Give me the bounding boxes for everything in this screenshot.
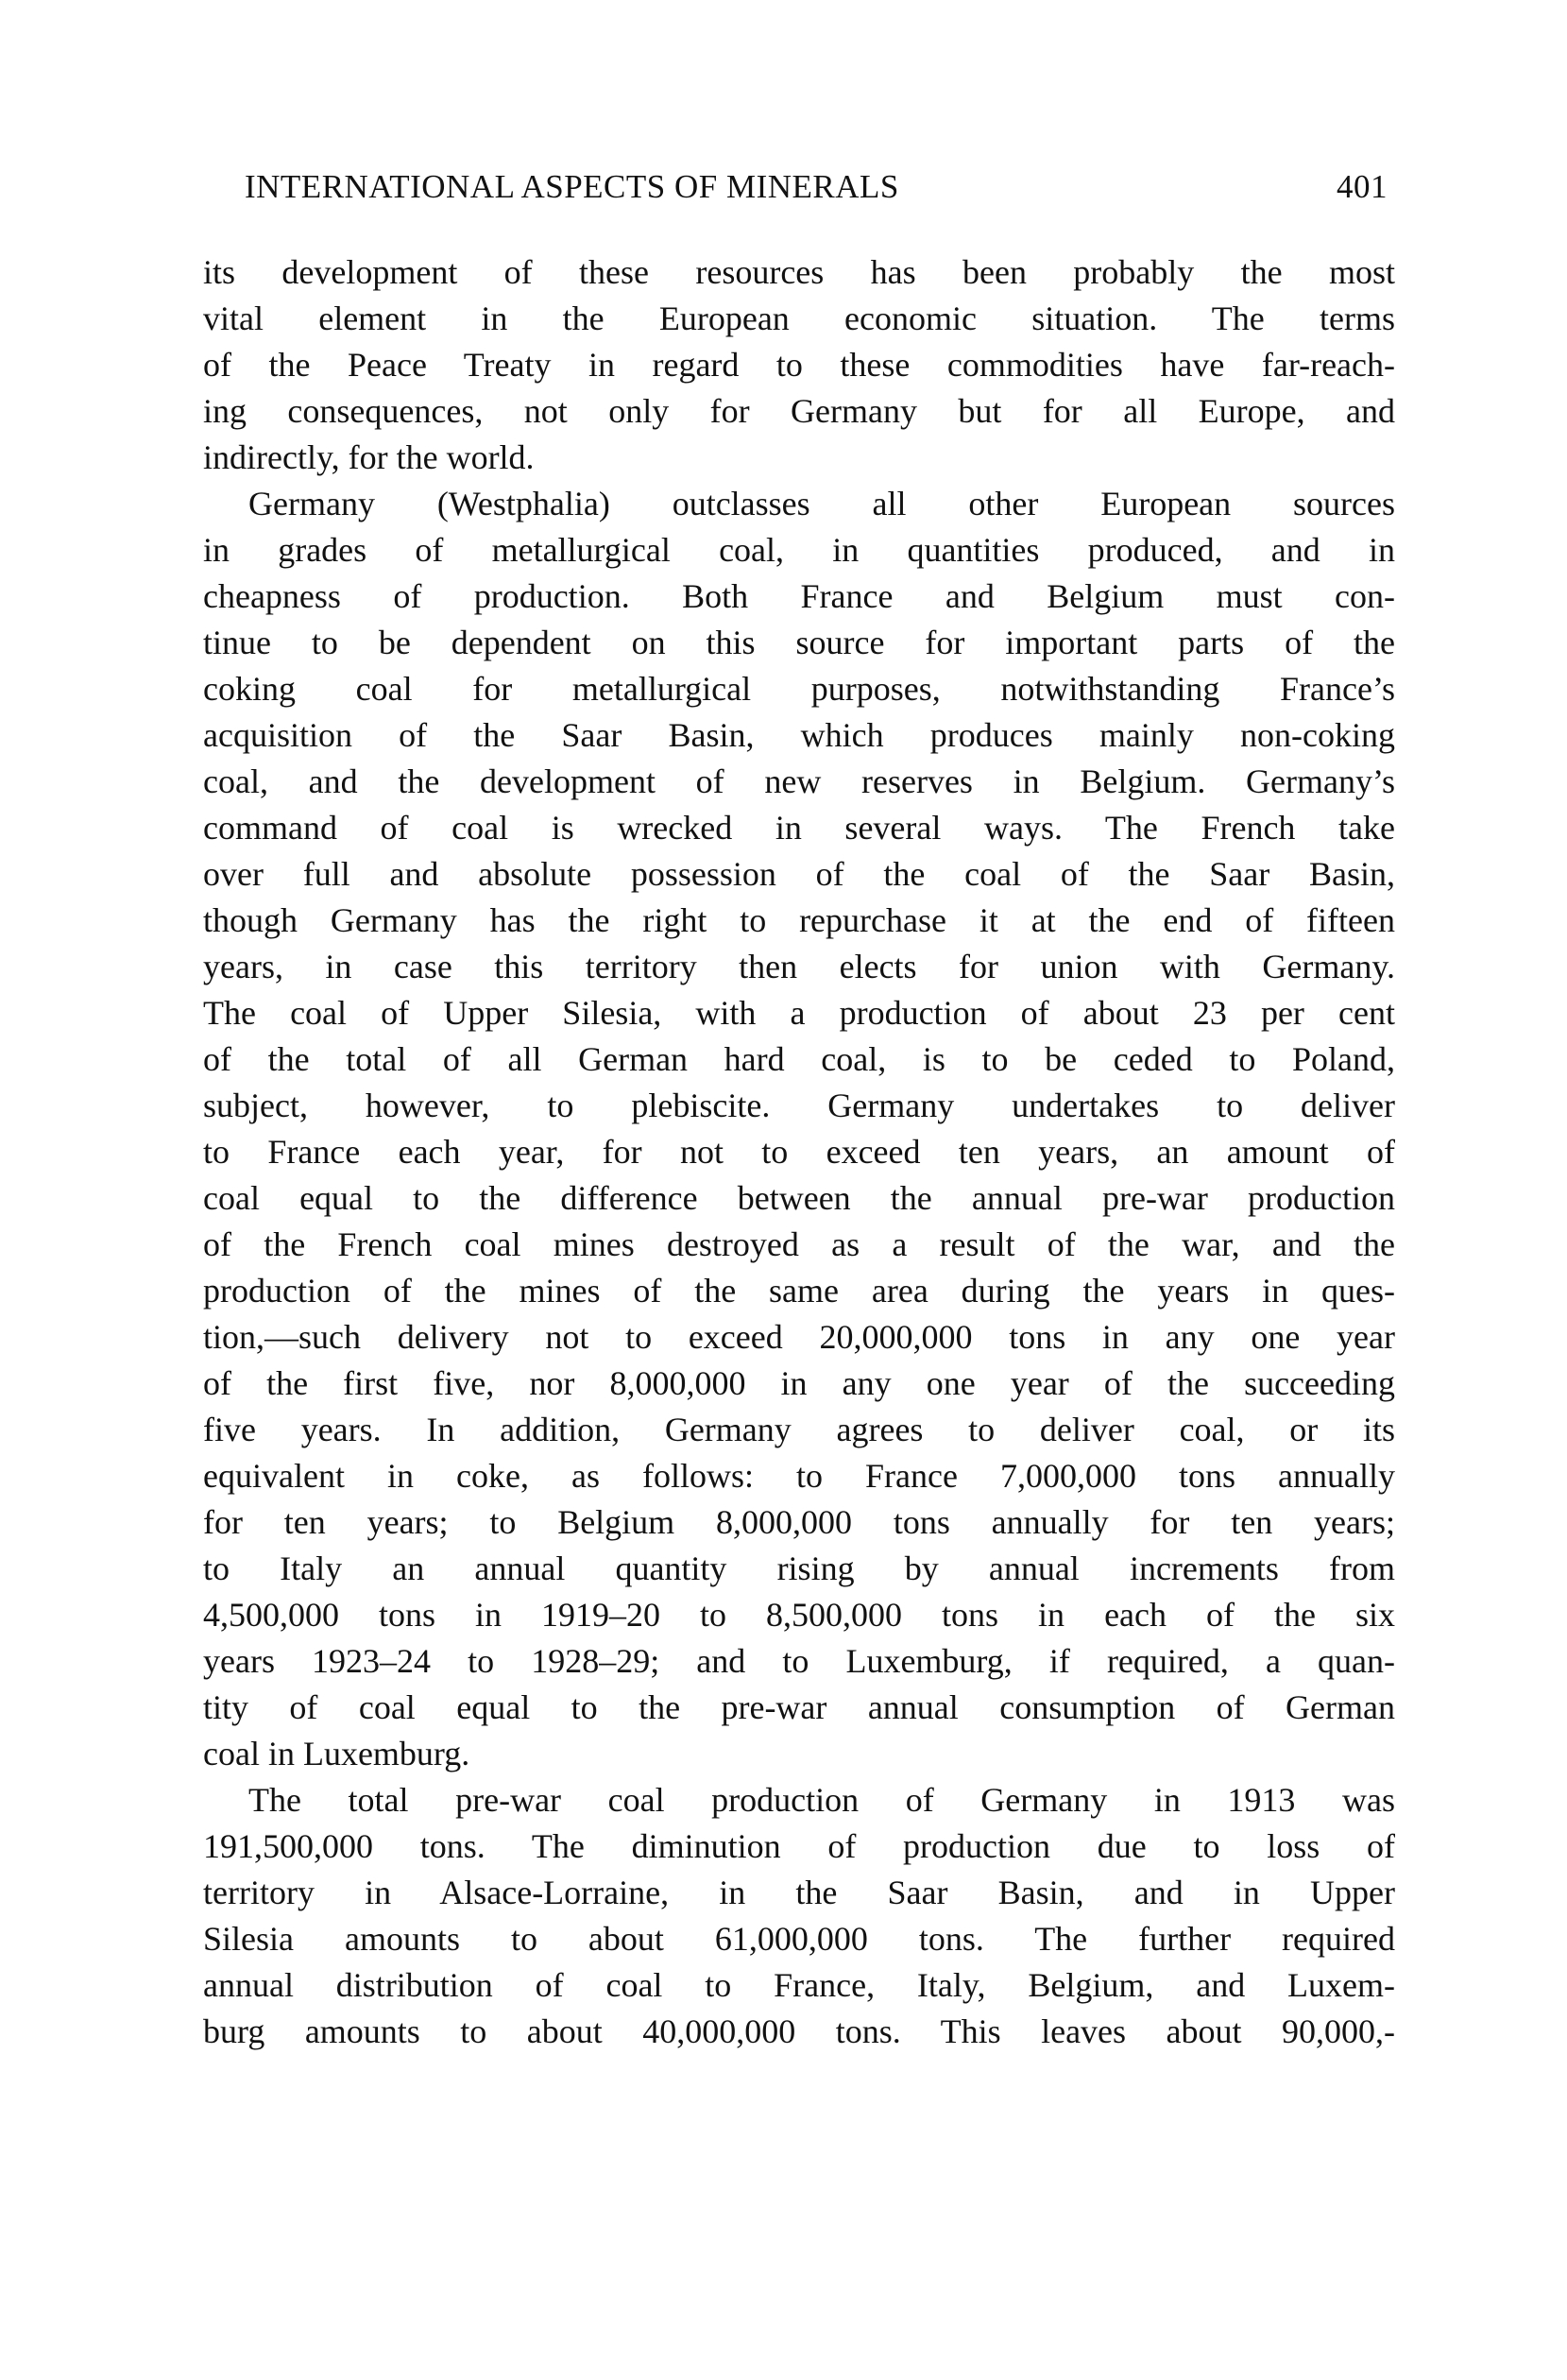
text-line: subject, however, to plebiscite. Germany undertakes to deliver [203,1087,1395,1124]
running-title: INTERNATIONAL ASPECTS OF MINERALS [245,168,899,205]
text-line: of the French coal mines destroyed as a result of the war, and the [203,1225,1395,1263]
paragraph-continuation [203,249,1395,481]
text-line: annual distribution of coal to France, Italy, Belgium, and Luxem- [203,1966,1395,2004]
text-line: Germany (Westphalia) outclasses all other European sources [248,485,1395,522]
text-line: The coal of Upper Silesia, with a production of about 23 per cent [203,994,1395,1032]
text-line: for ten years; to Belgium 8,000,000 tons annually for ten years; [203,1503,1395,1541]
text-line: 4,500,000 tons in 1919–20 to 8,500,000 tons in each of the six [203,1596,1395,1634]
text-line: though Germany has the right to repurchase it at the end of fifteen [203,901,1395,939]
text-line: vital element in the European economic situation. The terms [203,300,1395,337]
text-line: indirectly, for the world. [203,438,535,476]
text-line: tity of coal equal to the pre-war annual consumption of German [203,1688,1395,1726]
text-line: ing consequences, not only for Germany but for all Europe, and [203,392,1395,430]
body-text [203,249,1395,2055]
text-line: coal equal to the difference between the annual pre-war production [203,1179,1395,1217]
text-line: coking coal for metallurgical purposes, notwithstanding France’s [203,670,1395,708]
text-line: years 1923–24 to 1928–29; and to Luxemburg, if required, a quan- [203,1642,1395,1680]
text-line: of the total of all German hard coal, is to be ceded to Poland, [203,1040,1395,1078]
text-line: cheapness of production. Both France and Belgium must con- [203,577,1395,615]
text-line: Silesia amounts to about 61,000,000 tons. The further required [203,1920,1395,1958]
paragraph-germany-coal [203,481,1395,1777]
text-line: coal, and the development of new reserves in Belgium. Germany’s [203,762,1395,800]
text-line: of the first five, nor 8,000,000 in any one year of the succeeding [203,1364,1395,1402]
book-page [203,159,1395,2055]
paragraph-total-production [203,1777,1395,2055]
text-line: burg amounts to about 40,000,000 tons. This leaves about 90,000,- [203,2012,1395,2050]
text-line: The total pre-war coal production of Germany in 1913 was [248,1781,1395,1819]
text-line: years, in case this territory then elects for union with Germany. [203,948,1395,985]
text-line: equivalent in coke, as follows: to France 7,000,000 tons annually [203,1457,1395,1495]
text-line: to Italy an annual quantity rising by annual increments from [203,1550,1395,1587]
text-line: to France each year, for not to exceed ten years, an amount of [203,1133,1395,1171]
text-line: in grades of metallurgical coal, in quantities produced, and in [203,531,1395,569]
text-line: 191,500,000 tons. The diminution of production due to loss of [203,1827,1395,1865]
text-line: production of the mines of the same area during the years in ques- [203,1272,1395,1310]
running-header [203,159,1395,215]
text-line: acquisition of the Saar Basin, which produces mainly non-coking [203,716,1395,754]
text-line: command of coal is wrecked in several ways. The French take [203,809,1395,847]
text-line: territory in Alsace-Lorraine, in the Saar Basin, and in Upper [203,1874,1395,1911]
page-number: 401 [1337,168,1388,205]
text-line: five years. In addition, Germany agrees to deliver coal, or its [203,1411,1395,1448]
text-line: of the Peace Treaty in regard to these commodities have far-reach- [203,346,1395,384]
text-line: tinue to be dependent on this source for important parts of the [203,624,1395,661]
text-line: over full and absolute possession of the coal of the Saar Basin, [203,855,1395,893]
text-line: its development of these resources has been probably the most [203,253,1395,291]
text-line: tion,—such delivery not to exceed 20,000,000 tons in any one year [203,1318,1395,1356]
text-line: coal in Luxemburg. [203,1735,470,1772]
